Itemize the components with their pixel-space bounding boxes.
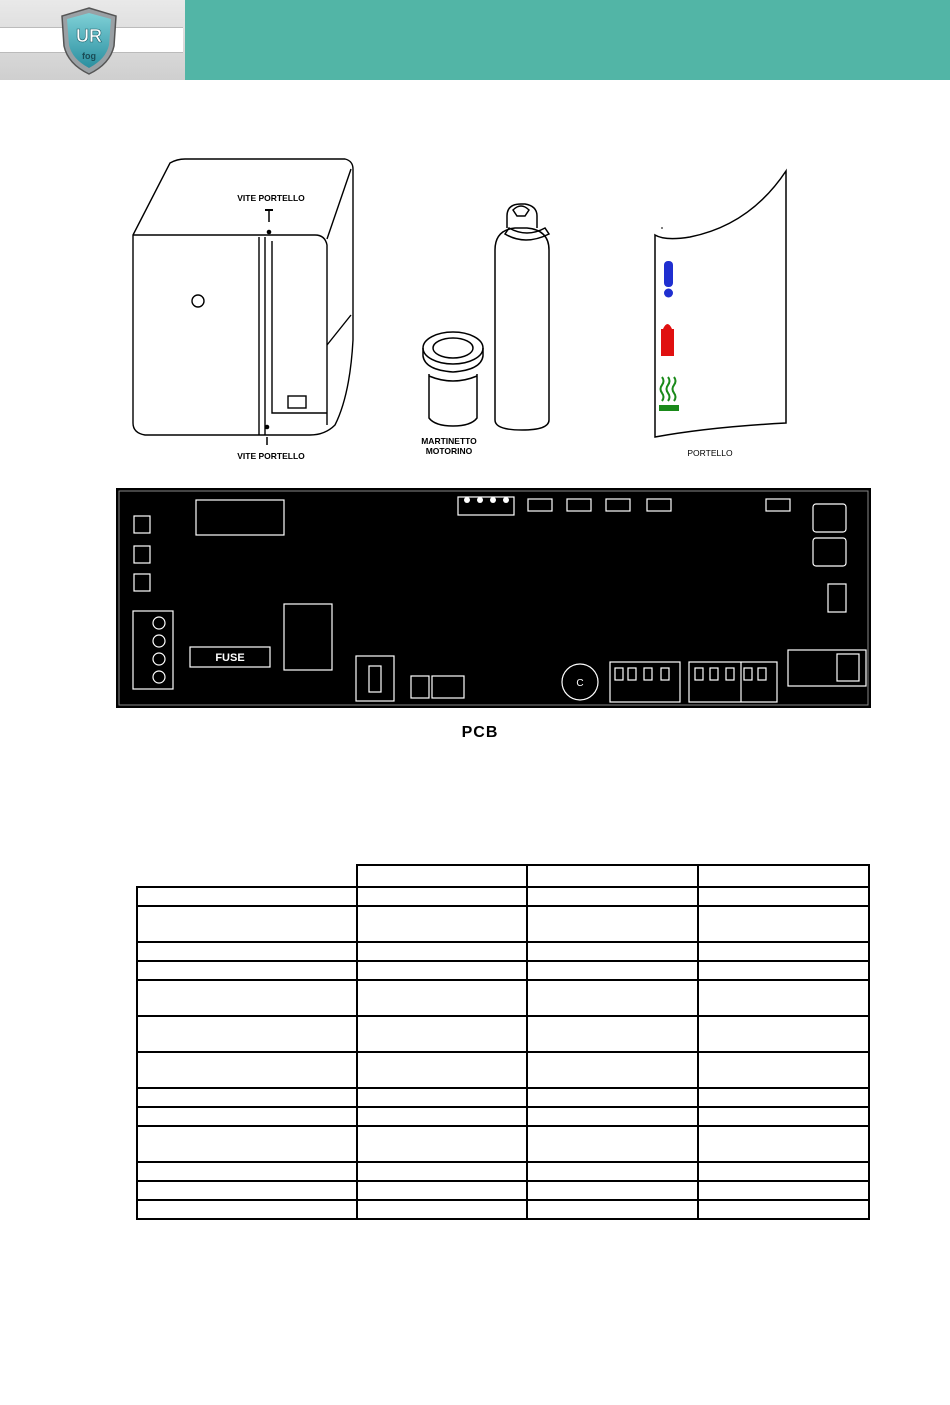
table-cell [527,1200,698,1219]
table-cell [357,1107,527,1126]
table-cell [357,887,527,906]
logo-text-top: UR [76,26,102,46]
table-cell [527,865,698,887]
table-cell [698,1181,869,1200]
table-cell [357,980,527,1016]
cabinet-label-top: VITE PORTELLO [237,193,305,203]
table-cell [527,1088,698,1107]
canister-drawing [495,204,549,430]
table-cell [137,1200,357,1219]
pcb-fuse-label: FUSE [215,652,245,664]
table-row [137,1200,869,1219]
table-cell [357,1126,527,1162]
table-cell [137,961,357,980]
exclamation-icon [664,261,673,298]
table-row [137,1107,869,1126]
table-cell [357,1162,527,1181]
table-cell [137,942,357,961]
table-cell [357,1016,527,1052]
table-row [137,1126,869,1162]
table-cell [357,1088,527,1107]
table-cell [698,980,869,1016]
door-label: PORTELLO [687,448,733,458]
table-cell [698,1016,869,1052]
table-cell [698,942,869,961]
table-cell [698,961,869,980]
actuator-label-line2: MOTORINO [425,446,473,456]
pcb-caption: PCB [461,724,499,741]
table-cell [357,1200,527,1219]
table-cell [527,1052,698,1088]
table-cell [137,1181,357,1200]
table-cell [527,906,698,942]
cabinet-label-bottom: VITE PORTELLO [237,451,305,461]
table-row [137,887,869,906]
pcb-hole-label: C [576,678,584,689]
table-cell [527,942,698,961]
table-cell [137,887,357,906]
table-cell [137,865,357,887]
table-cell [698,1200,869,1219]
table-cell [357,865,527,887]
table-row [137,1088,869,1107]
pcb-board [116,488,871,708]
table-cell [137,1016,357,1052]
table-cell [527,961,698,980]
actuator-label-line1: MARTINETTO [421,436,477,446]
table-row [137,942,869,961]
logo-text-bottom: fog [82,51,96,61]
table-cell [137,1052,357,1088]
table-row [137,1181,869,1200]
table-cell [137,1088,357,1107]
table-cell [357,942,527,961]
table-cell [357,1052,527,1088]
table-cell [527,1016,698,1052]
door-screw-top-icon [265,210,273,234]
table-row [137,1052,869,1088]
table-cell [357,906,527,942]
table-cell [527,1126,698,1162]
table-row [137,1162,869,1181]
table-cell [698,1088,869,1107]
table-cell [698,906,869,942]
table-cell [137,906,357,942]
spec-table [136,864,870,1220]
table-cell [698,865,869,887]
table-cell [698,1107,869,1126]
table-cell [527,887,698,906]
table-cell [698,1162,869,1181]
header-logo-panel [0,0,185,80]
table-cell [698,1052,869,1088]
header-bar [185,0,950,80]
table-cell [527,1107,698,1126]
table-cell [137,1126,357,1162]
table-cell [527,1181,698,1200]
shield-logo-icon [58,6,120,76]
table-row [137,906,869,942]
table-row [137,1016,869,1052]
table-cell [527,1162,698,1181]
table-row [137,961,869,980]
table-cell [357,961,527,980]
table-header-row [137,865,869,887]
door-drawing [650,165,795,445]
table-cell [357,1181,527,1200]
actuator-drawing [415,200,560,435]
table-cell [137,1107,357,1126]
table-row [137,980,869,1016]
table-cell [698,1126,869,1162]
table-cell [527,980,698,1016]
table-cell [698,887,869,906]
table-cell [137,980,357,1016]
table-cell [137,1162,357,1181]
